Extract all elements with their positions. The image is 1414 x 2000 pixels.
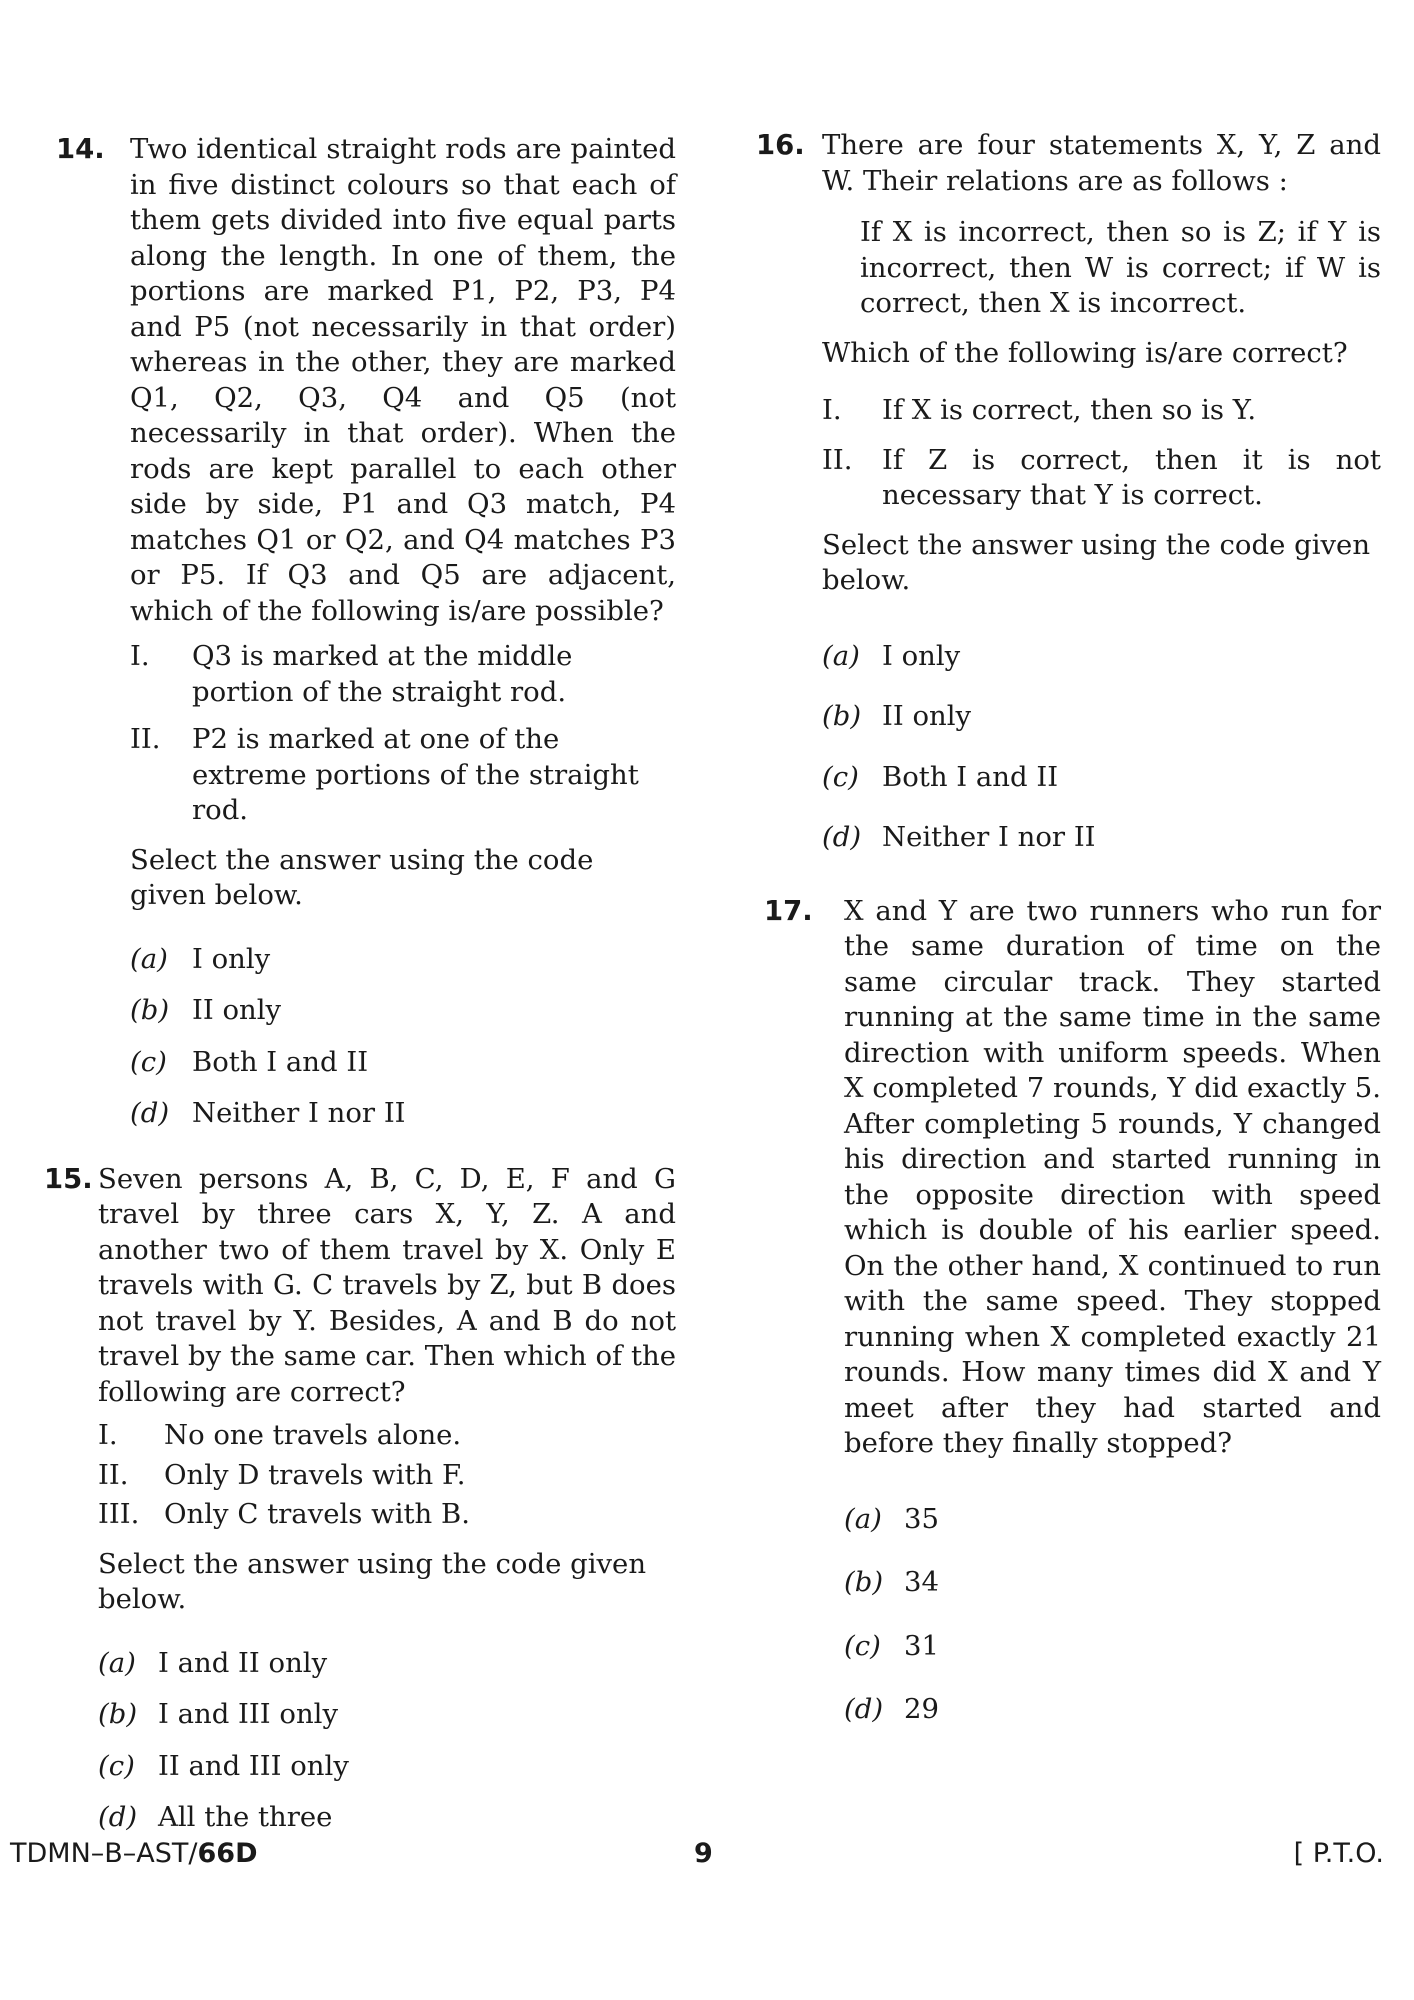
- option-label: (c): [844, 1629, 881, 1662]
- answer-option[interactable]: [844, 1692, 1381, 1728]
- page-number: 9: [694, 1838, 713, 1869]
- select-instruction: Select the answer using the code given below.: [822, 528, 1371, 596]
- question-text: X and Y are two runners who run for the same duration of time on the same circular track. They started running at the same time in the same direction with uniform speeds. When X completed 7 rounds, Y did exactly 5. After completing 5 rounds, Y changed his direction and started running in the opposite direction with speed which is double of his earlier speed. On the other hand, X continued to run with the same speed. They stopped running when X completed exactly 21 rounds. How many times did X and Y meet after they had started and before they finally stopped?: [844, 894, 1381, 1459]
- option-label: (b): [130, 994, 170, 1026]
- option-text: Neither I nor II: [192, 1097, 406, 1129]
- select-instruction: Select the answer using the code given below.: [98, 1547, 647, 1615]
- option-text: I and II only: [158, 1646, 328, 1679]
- statement: [130, 639, 676, 710]
- option-label: (b): [98, 1698, 138, 1730]
- option-label: (c): [822, 760, 859, 793]
- relations-text: If X is incorrect, then so is Z; if Y is incorrect, then W is correct; if W is correct, then X is incorrect.: [860, 216, 1381, 319]
- option-text: I and III only: [158, 1698, 338, 1730]
- statement: [130, 722, 676, 829]
- answer-option[interactable]: [844, 1629, 1381, 1665]
- answer-option[interactable]: [98, 1749, 676, 1785]
- question-15: [44, 1162, 676, 1836]
- option-label: (d): [822, 821, 862, 853]
- option-label: (a): [822, 639, 860, 672]
- option-label: (d): [130, 1097, 170, 1129]
- answer-option[interactable]: [130, 1096, 676, 1132]
- option-text: I only: [882, 639, 961, 672]
- booklet-code-suffix: 66D: [197, 1838, 258, 1869]
- statement-text: No one travels alone.: [164, 1419, 462, 1451]
- booklet-code: [10, 1838, 258, 1869]
- option-label: (b): [822, 700, 862, 732]
- option-label: (a): [844, 1502, 882, 1535]
- question-number: 14.: [56, 133, 105, 165]
- which-prompt: Which of the following is/are correct?: [822, 336, 1348, 369]
- pto-marker: [ P.T.O.: [1293, 1838, 1384, 1869]
- statement-text: Only C travels with B.: [164, 1498, 470, 1530]
- statement: [98, 1418, 676, 1454]
- answer-option[interactable]: [98, 1697, 676, 1733]
- option-text: Both I and II: [192, 1045, 369, 1078]
- question-number: 16.: [756, 129, 805, 161]
- option-text: I only: [192, 942, 271, 975]
- statement-text: P2 is marked at one of the extreme portions of the straight rod.: [192, 723, 639, 826]
- statement: [822, 443, 1381, 514]
- option-text: 34: [904, 1566, 939, 1598]
- statement-numeral: I.: [822, 394, 842, 426]
- question-16: [756, 128, 1381, 856]
- option-label: (a): [130, 942, 168, 975]
- answer-option[interactable]: [130, 993, 676, 1029]
- statement-text: If Z is correct, then it is not necessary that Y is correct.: [882, 443, 1381, 511]
- question-number: 15.: [44, 1162, 93, 1195]
- option-text: 31: [904, 1629, 939, 1662]
- answer-option[interactable]: [98, 1646, 676, 1682]
- answer-option[interactable]: [844, 1502, 1381, 1538]
- statement-text: Q3 is marked at the middle portion of the straight rod.: [192, 640, 573, 708]
- answer-option[interactable]: [822, 699, 1381, 735]
- statement-numeral: II.: [822, 443, 853, 476]
- booklet-code-prefix: TDMN–B–AST/: [10, 1838, 198, 1869]
- question-text: Two identical straight rods are painted in five distinct colours so that each of them gets divided into five equal parts along the length. In one of them, the portions are marked P1, P2, P3, P4 and P5 (not necessarily in that order) whereas in the other, they are marked Q1, Q2, Q3, Q4 and Q5 (not necessarily in that order). When the rods are kept parallel to each other side by side, P1 and Q3 match, P4 matches Q1 or Q2, and Q4 matches P3 or P5. If Q3 and Q5 are adjacent, which of the following is/are possible?: [130, 133, 676, 627]
- select-instruction: Select the answer using the code given below.: [130, 843, 594, 911]
- option-label: (a): [98, 1646, 136, 1679]
- statement-text: Only D travels with F.: [164, 1458, 466, 1491]
- option-text: All the three: [158, 1801, 333, 1833]
- option-text: 35: [904, 1502, 939, 1535]
- option-text: II only: [882, 700, 972, 732]
- statement: [98, 1458, 676, 1494]
- option-text: II and III only: [158, 1749, 349, 1782]
- option-text: Neither I nor II: [882, 821, 1096, 853]
- statement: [822, 393, 1381, 429]
- question-14: [56, 132, 676, 1132]
- answer-option[interactable]: [130, 942, 676, 978]
- right-column: [756, 128, 1381, 1728]
- option-label: (c): [98, 1749, 135, 1782]
- statement-numeral: I.: [98, 1419, 118, 1451]
- question-text: Seven persons A, B, C, D, E, F and G travel by three cars X, Y, Z. A and another two of them travel by X. Only E travels with G. C travels by Z, but B does not travel by Y. Besides, A and B do not travel by the same car. Then which of the following are correct?: [98, 1162, 676, 1408]
- answer-option[interactable]: [822, 639, 1381, 675]
- answer-option[interactable]: [844, 1565, 1381, 1601]
- answer-option[interactable]: [822, 820, 1381, 856]
- answer-option[interactable]: [130, 1045, 676, 1081]
- statement-numeral: III.: [98, 1498, 140, 1530]
- statement: [98, 1497, 676, 1533]
- option-label: (d): [844, 1693, 884, 1725]
- question-17: [764, 894, 1381, 1728]
- option-label: (c): [130, 1045, 167, 1078]
- left-column: [44, 132, 676, 1836]
- option-text: II only: [192, 994, 282, 1026]
- answer-option[interactable]: [822, 760, 1381, 796]
- answer-option[interactable]: [98, 1800, 676, 1836]
- option-label: (b): [844, 1566, 884, 1598]
- question-text: There are four statements X, Y, Z and W. Their relations are as follows :: [822, 129, 1381, 197]
- statement-numeral: II.: [130, 723, 161, 755]
- question-number: 17.: [764, 894, 813, 927]
- option-text: 29: [904, 1693, 939, 1725]
- statement-numeral: II.: [98, 1458, 129, 1491]
- option-label: (d): [98, 1801, 138, 1833]
- statement-text: If X is correct, then so is Y.: [882, 394, 1257, 426]
- option-text: Both I and II: [882, 760, 1059, 793]
- statement-numeral: I.: [130, 640, 150, 672]
